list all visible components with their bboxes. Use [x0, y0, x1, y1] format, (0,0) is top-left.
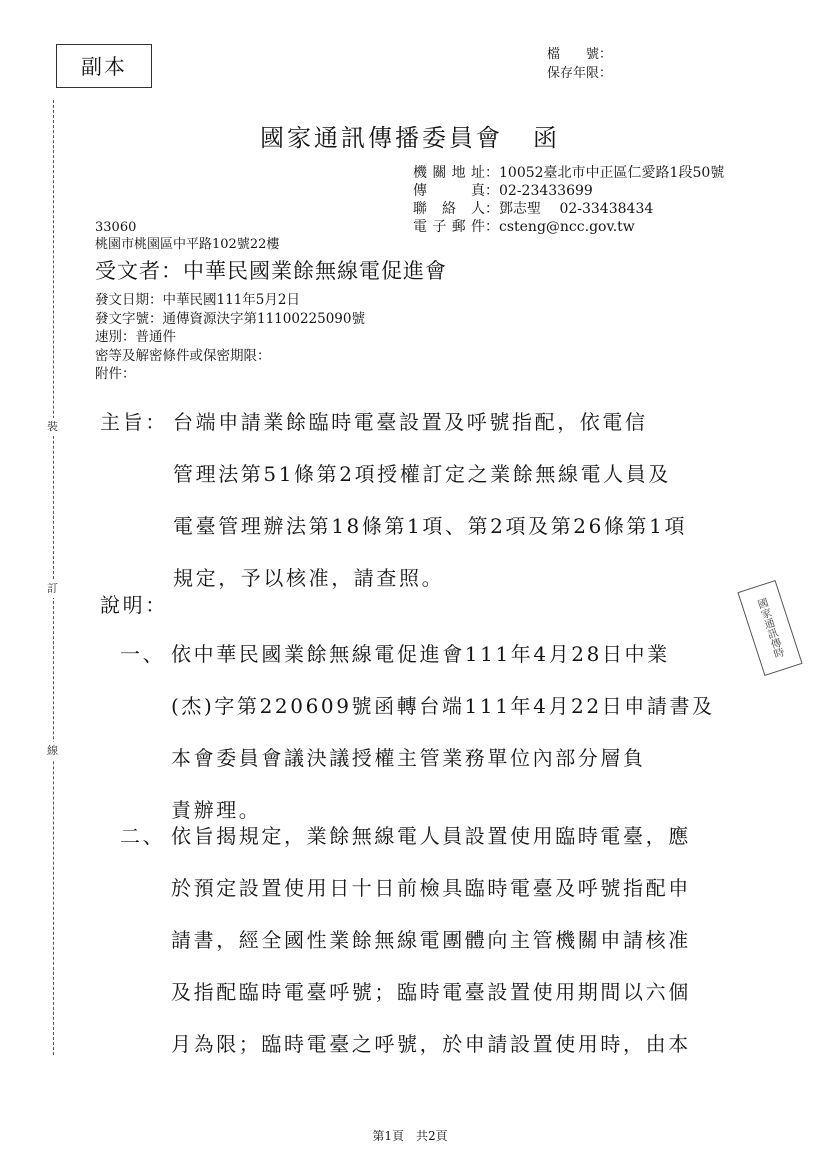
sender-info-row: 傳 真：02-23433699: [413, 183, 593, 199]
postal-code: 33060: [95, 220, 137, 235]
attachments: 附件：: [95, 366, 136, 382]
sender-info-row: 聯 絡 人：鄧志聖 02-33438434: [413, 201, 654, 217]
item-line: 於預定設置使用日十日前檢具臨時電臺及呼號指配申: [171, 876, 691, 900]
document-meta: [95, 291, 365, 384]
urgency: 速別：普通件: [95, 329, 176, 345]
explanation-label: 說明：: [100, 593, 168, 617]
sender-info: [413, 164, 724, 236]
doc-type: 函: [533, 124, 560, 152]
binding-line: [53, 100, 54, 1055]
subject-line: 電臺管理辦法第18條第1項、第2項及第26條第1項: [173, 514, 688, 538]
document-title: [0, 118, 820, 153]
issue-number: 發文字號：通傳資源決字第11100225090號: [95, 310, 365, 327]
binding-mark-ding: 訂: [47, 580, 58, 598]
subject-line: 管理法第51條第2項授權訂定之業餘無線電人員及: [173, 462, 671, 486]
item-number: 二、: [120, 824, 166, 848]
issue-date: 發文日期：中華民國111年5月2日: [95, 292, 300, 308]
item-line: 請書，經全國性業餘無線電團體向主管機關申請核准: [171, 928, 691, 952]
item-line: 及指配臨時電臺呼號；臨時電臺設置使用期間以六個: [171, 980, 691, 1004]
retention-label: 保存年限：: [547, 66, 613, 81]
item-line: 依旨揭規定，業餘無線電人員設置使用臨時電臺，應: [171, 824, 691, 848]
binding-mark-zhuang: 裝: [47, 418, 58, 436]
confidentiality: 密等及解密條件或保密期限：: [95, 347, 271, 364]
item-line: 月為限；臨時電臺之呼號，於申請設置使用時，由本: [171, 1032, 691, 1056]
subject-line: 規定，予以核准，請查照。: [173, 566, 445, 590]
org-name: 國家通訊傳播委員會: [260, 124, 503, 152]
subject-line: 台端申請業餘臨時電臺設置及呼號指配，依電信: [173, 410, 648, 434]
file-meta: [547, 45, 612, 83]
sender-info-row: 電子郵件：csteng@ncc.gov.tw: [413, 219, 635, 235]
copy-label: 副本: [81, 55, 127, 79]
seal-stamp: 國家通訊傳 時: [737, 580, 802, 676]
recipient-address: 桃園市桃園區中平路102號22樓: [95, 237, 280, 252]
recipient: 受文者：中華民國業餘無線電促進會: [95, 259, 447, 283]
binding-mark-xian: 線: [47, 742, 58, 760]
file-number-label: 檔 號：: [547, 47, 613, 62]
recipient-address-block: [95, 219, 279, 253]
item-line: 依中華民國業餘無線電促進會111年4月28日中業: [171, 642, 670, 666]
item-line: 本會委員會議決議授權主管業務單位內部分層負: [171, 746, 646, 770]
sender-info-row: 機關地址：10052臺北市中正區仁愛路1段50號: [413, 165, 725, 181]
subject-label: 主旨：: [100, 410, 168, 434]
item-line: (杰)字第220609號函轉台端111年4月22日申請書及: [171, 694, 715, 718]
page-footer: 第1頁 共2頁: [372, 1129, 448, 1143]
item-number: 一、: [120, 642, 166, 666]
item-line: 責辦理。: [171, 798, 262, 822]
copy-label-box: [56, 44, 152, 88]
